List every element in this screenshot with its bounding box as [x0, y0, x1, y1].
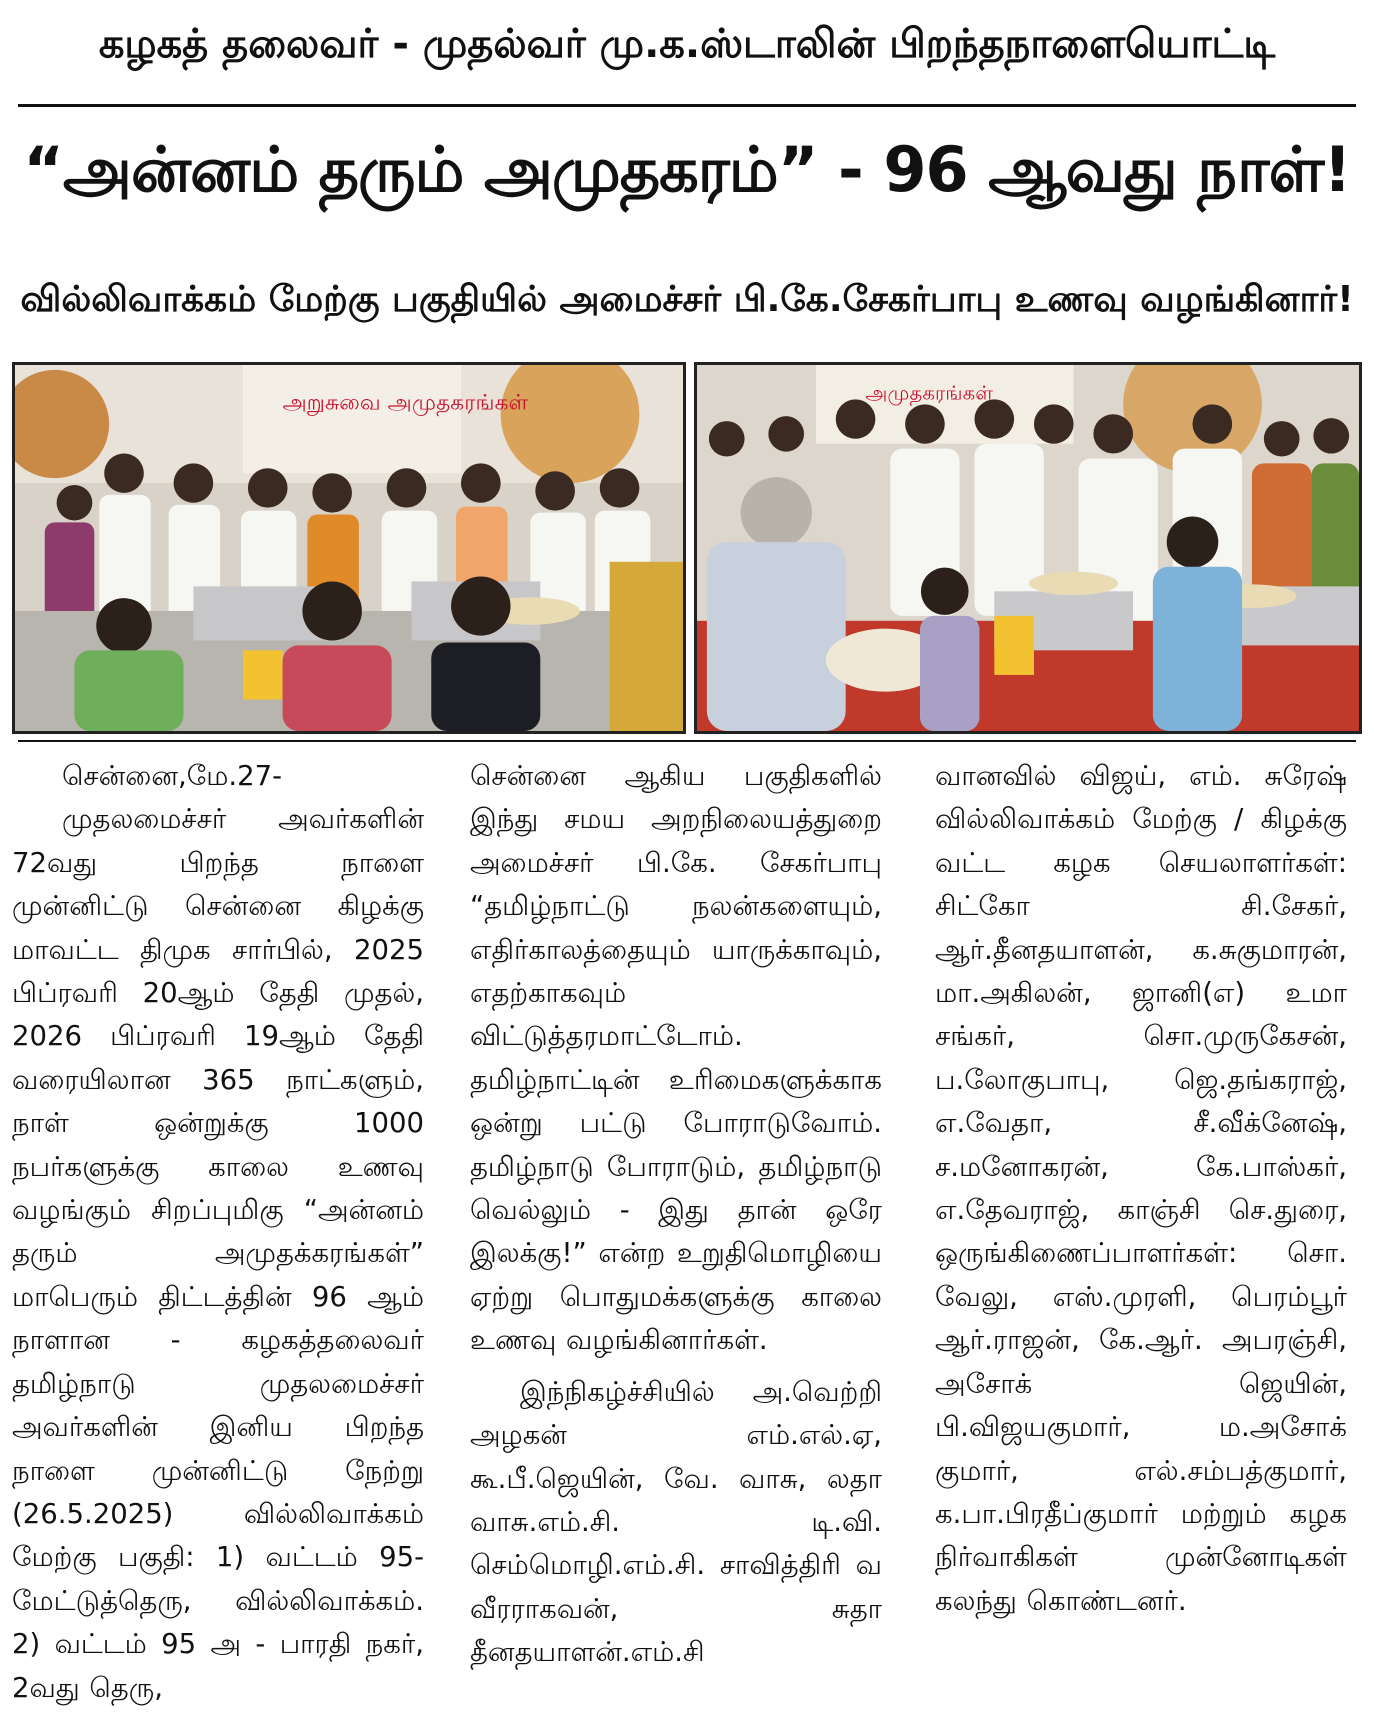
- article-paragraph-3: இந்நிகழ்ச்சியில் அ.வெற்றி அழகன் எம்.எல்.ஏ, கூ.பீ.ஜெயின், வே. வாசு, லதா வாசு.எம்.சி. டி.வி. செம்மொழி.எம்.சி. சாவித்திரி வ வீரராகவன், சுதா தீனதயாளன்.எம்.சி: [470, 1375, 882, 1669]
- article-column-1: [12, 755, 424, 1715]
- photo-left-image: [15, 365, 683, 731]
- kicker-line: கழகத் தலைவர் - முதல்வர் மு.க.ஸ்டாலின் பிறந்தநாளையொட்டி: [98, 21, 1276, 67]
- photo-right: [694, 362, 1362, 734]
- left-banner-text: அறுசுவை அமுதகரங்கள்: [282, 390, 529, 416]
- photo-bottom-rule: [18, 740, 1356, 742]
- article-dateline: சென்னை,மே.27-: [62, 760, 283, 792]
- headline: “அன்னம் தரும் அமுதகரம்” - 96 ஆவது நாள்!: [23, 133, 1351, 206]
- right-banner-text: அமுதகரங்கள்: [865, 381, 994, 405]
- article-paragraph-1: முதலமைச்சர் அவர்களின் 72வது பிறந்த நாளை முன்னிட்டு சென்னை கிழக்கு மாவட்ட திமுக சார்பில், 2025 பிப்ரவரி 20ஆம் தேதி முதல், 2026 பிப்ரவரி 19ஆம் தேதி வரையிலான 365 நாட்களும், நாள் ஒன்றுக்கு 1000 நபர்களுக்கு காலை உணவு வழங்கும் சிறப்புமிகு “அன்னம் தரும் அமுதக்கரங்கள்” மாபெரும் திட்டத்தின் 96 ஆம் நாளான - கழகத்தலைவர் தமிழ்நாடு முதலமைச்சர் அவர்களின் இனிய பிறந்த நாளை முன்னிட்டு நேற்று (26.5.2025) வில்லிவாக்கம் மேற்கு பகுதி: 1) வட்டம் 95- மேட்டுத்தெரு, வில்லிவாக்கம். 2) வட்டம் 95 அ - பாரதி நகர், 2வது தெரு,: [12, 803, 424, 1704]
- photo-right-image: [697, 365, 1359, 731]
- article-paragraph-2: சென்னை ஆகிய பகுதிகளில் இந்து சமய அறநிலையத்துறை அமைச்சர் பி.கே. சேகர்பாபு “தமிழ்நாட்டு நலன்களையும், எதிர்காலத்தையும் யாருக்காவும், எதற்காகவும் விட்டுத்தரமாட்டோம். தமிழ்நாட்டின் உரிமைகளுக்காக ஒன்று பட்டு போராடுவோம். தமிழ்நாடு போராடும், தமிழ்நாடு வெல்லும் - இது தான் ஒரே இலக்கு!” என்ற உறுதிமொழியை ஏற்று பொதுமக்களுக்கு காலை உணவு வழங்கினார்கள்.: [470, 760, 882, 1357]
- article-column-2: [470, 755, 882, 1715]
- photo-left: [12, 362, 686, 734]
- top-rule: [18, 104, 1356, 107]
- article-paragraph-4: வானவில் விஜய், எம். சுரேஷ் வில்லிவாக்கம் மேற்கு / கிழக்கு வட்ட கழக செயலாளர்கள்: சிட்கோ சி.சேகர், ஆர்.தீனதயாளன், க.சுகுமாரன், மா.அகிலன், ஜானி(எ) உமா சங்கர், சொ.முருகேசன், ப.லோகுபாபு, ஜெ.தங்கராஜ், எ.வேதா, சீ.வீக்னேஷ், ச.மனோகரன், கே.பாஸ்கர், எ.தேவராஜ், காஞ்சி செ.துரை, ஒருங்கிணைப்பாளர்கள்: சொ. வேலு, எஸ்.முரளி, பெரம்பூர் ஆர்.ராஜன், கே.ஆர். அபரஞ்சி, அசோக் ஜெயின், பி.விஜயகுமார், ம.அசோக் குமார், எல்.சம்பத்குமார், க.பா.பிரதீப்குமார் மற்றும் கழக நிர்வாகிகள் முன்னோடிகள் கலந்து கொண்டனர்.: [935, 760, 1347, 1617]
- subheadline: வில்லிவாக்கம் மேற்கு பகுதியில் அமைச்சர் பி.கே.சேகர்பாபு உணவு வழங்கினார்!: [20, 279, 1354, 320]
- article-column-3: [935, 755, 1347, 1715]
